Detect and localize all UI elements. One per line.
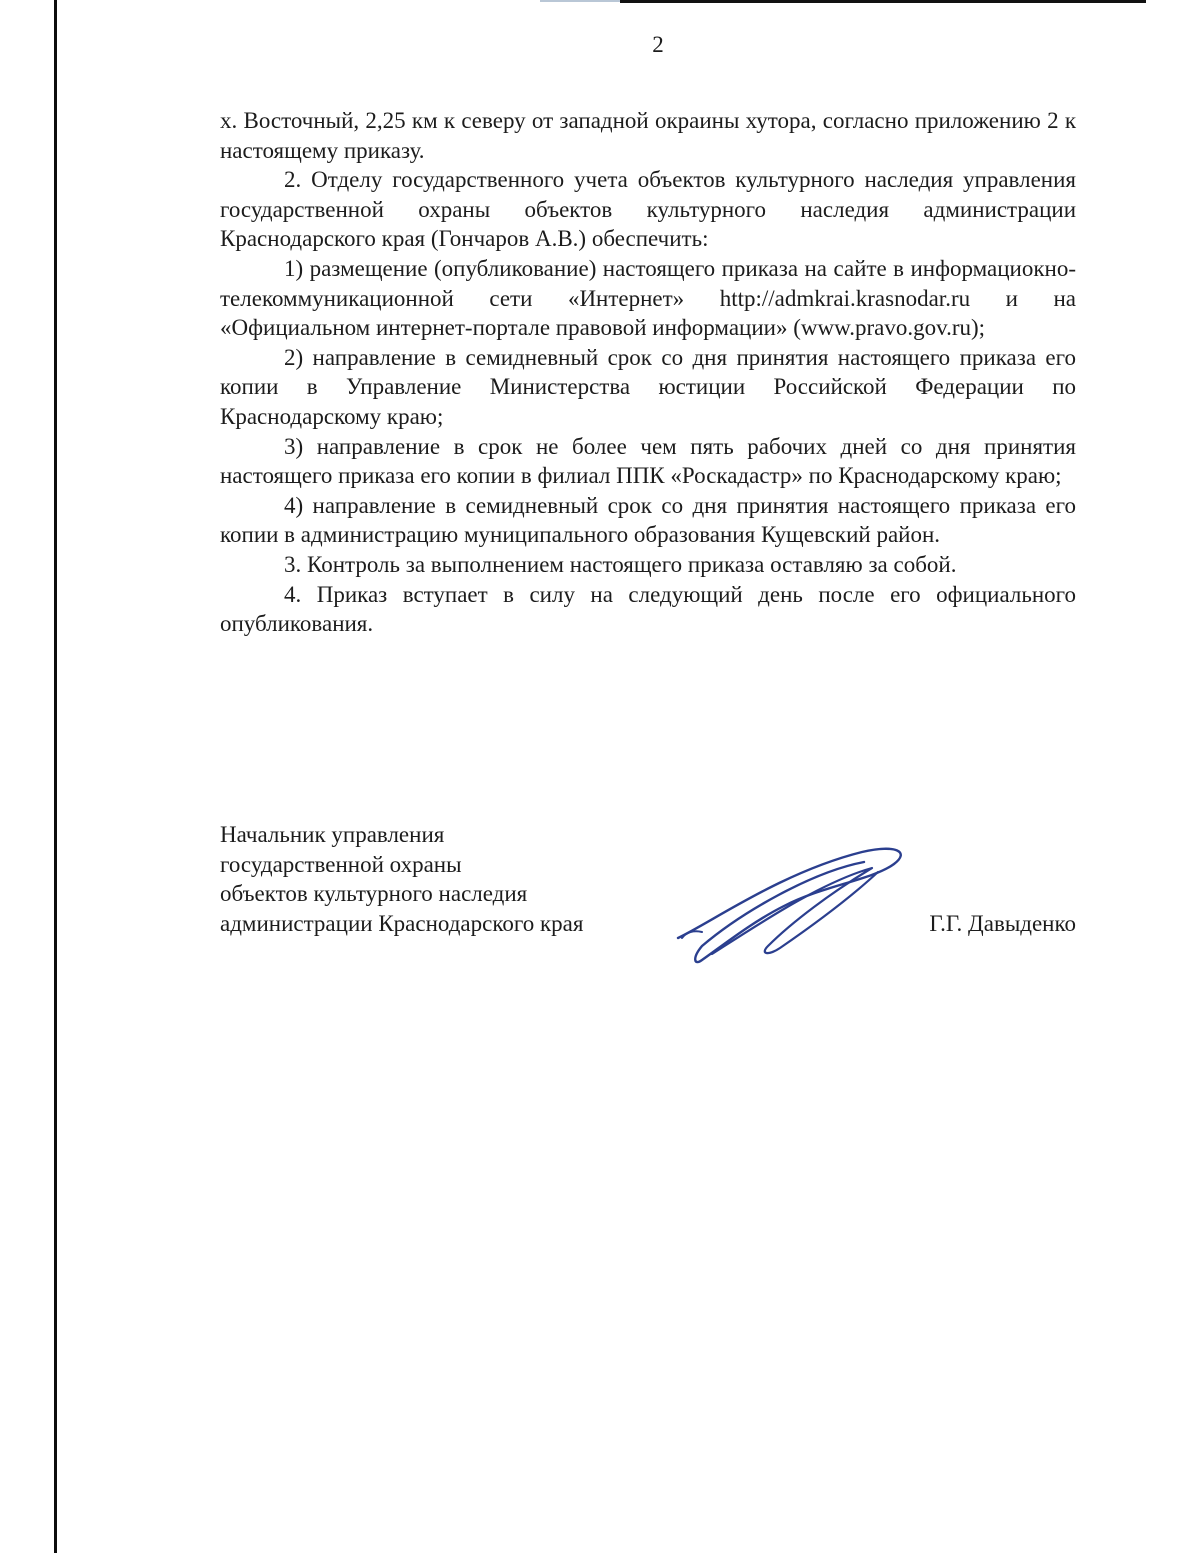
signer-name: Г.Г. Давыденко bbox=[929, 910, 1076, 936]
scan-top-rule-faint bbox=[540, 0, 620, 2]
signer-position-line: государственной охраны bbox=[220, 851, 462, 877]
signature-stroke bbox=[682, 931, 702, 938]
signer-position-line: администрации Краснодарского края bbox=[220, 910, 584, 936]
paragraph-subitem-3: 3) направление в срок не более чем пять рабочих дней со дня принятия настоящего приказа его копии в филиал ППК «Роскадастр» по Краснодарскому краю; bbox=[220, 433, 1076, 489]
signer-position-line: объектов культурного наследия bbox=[220, 881, 528, 907]
page-number: 2 bbox=[652, 32, 664, 57]
signer-position-line: Начальник управления bbox=[220, 822, 445, 847]
scan-left-edge bbox=[54, 0, 57, 1553]
handwritten-signature bbox=[672, 842, 912, 970]
paragraph-subitem-1: 1) размещение (опубликование) настоящего приказа на сайте в информациокно-телекоммуникационной сети «Интернет» http://admkrai.krasnodar.ru и на «Официальном интернет-портале правовой информации» (www.pravo.gov.ru); bbox=[220, 255, 1076, 341]
paragraph-subitem-2: 2) направление в семидневный срок со дня принятия настоящего приказа его копии в Управление Министерства юстиции Российской Федерации по Краснодарскому краю; bbox=[220, 344, 1076, 429]
signature-stroke bbox=[712, 868, 878, 954]
document-body bbox=[220, 106, 1076, 639]
paragraph-item-3: 3. Контроль за выполнением настоящего приказа оставляю за собой. bbox=[284, 551, 957, 577]
paragraph-item-2: 2. Отделу государственного учета объектов культурного наследия управления государственной охраны объектов культурного наследия администрации Краснодарского края (Гончаров А.В.) обеспечить: bbox=[220, 167, 1076, 252]
paragraph-item-4: 4. Приказ вступает в силу на следующий день после его официального опубликования. bbox=[220, 581, 1076, 637]
paragraph-continuation: х. Восточный, 2,25 км к северу от западной окраины хутора, согласно приложению 2 к настоящему приказу. bbox=[220, 108, 1076, 163]
scan-top-rule bbox=[620, 0, 1146, 3]
paragraph-subitem-4: 4) направление в семидневный срок со дня принятия настоящего приказа его копии в администрацию муниципального образования Кущевский район. bbox=[220, 492, 1076, 548]
signature-block bbox=[220, 820, 1076, 938]
